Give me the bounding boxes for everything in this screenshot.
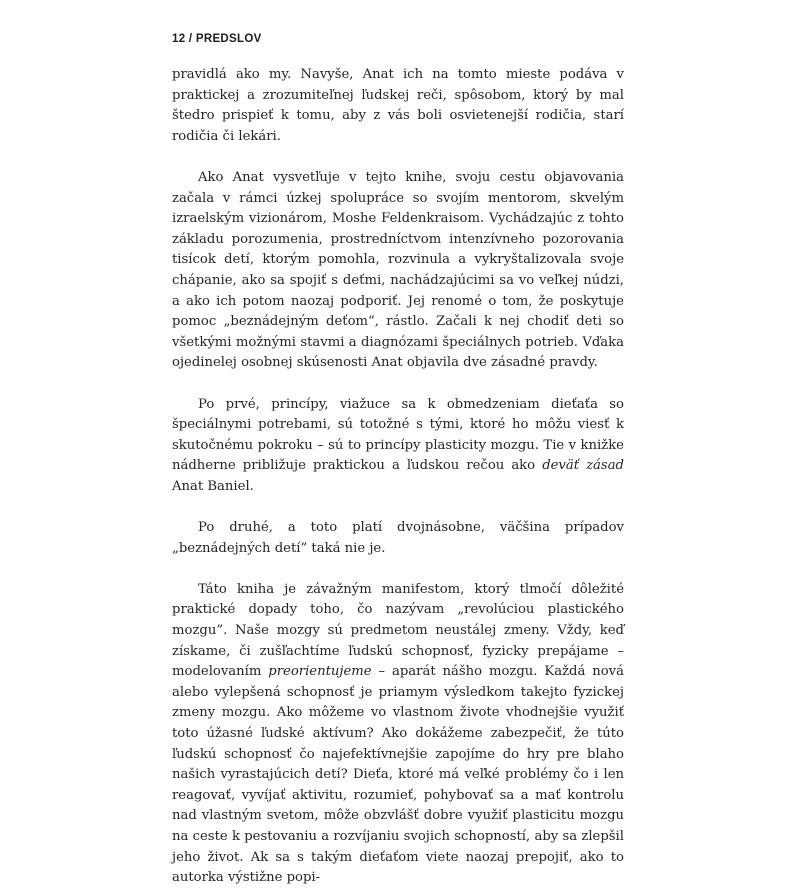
paragraph-text: – aparát nášho mozgu. Každá nová alebo vylepšená schopnosť je priamym výsledkom takejto fyzickej zmeny mozgu. Ako môžeme vo vlastnom živote vhodnejšie využiť toto úžasné ľudské aktívum? Ako dokážeme zabezpečiť, že túto ľudskú schopnosť čo najefektívnejšie zapojíme do hry pre blaho našich vyrastajúcich detí? Dieťa, ktoré má veľké problémy čo i len reagovať, vyvíjať aktivitu, rozumieť, pohybovať sa a mať kontrolu nad vlastným svetom, môže obzvlášť dobre využiť plasticitu mozgu na ceste k pestovaniu a rozvíjaniu svojich schopností, aby sa zlepšil jeho život. Ak sa s takým dieťaťom viete naozaj prepojiť, ako to autorka výstižne popi- [172,664,624,886]
body-text [172,65,624,889]
emphasized-text: deväť zásad [542,458,624,474]
paragraph-text: Anat Baniel. [172,478,254,494]
paragraph-text: pravidlá ako my. Navyše, Anat ich na tomto mieste podáva v praktickej a zrozumiteľnej ľudskej reči, spôsobom, ktorý by mal štedro prispieť k tomu, aby z vás boli osvietenejší rodičia, starí rodičia či lekári. [172,67,624,144]
paragraph [172,168,624,374]
emphasized-text: preorientujeme [268,664,372,680]
paragraph-text: Ako Anat vysvetľuje v tejto knihe, svoju cestu objavovania začala v rámci úzkej spolupráce so svojím mentorom, skvelým izraelským vizionárom, Moshe Feldenkraisom. Vychádzajúc z tohto základu porozumenia, prostredníctvom intenzívneho pozorovania tisícok detí, ktorým pomohla, rozvinula a vykryštalizovala svoje chápanie, ako sa spojiť s deťmi, nachádzajúcimi sa vo veľkej núdzi, a ako ich potom naozaj podporiť. Jej renomé o tom, že poskytuje pomoc „beznádejným deťom“, rástlo. Začali k nej chodiť deti so všetkými možnými stavmi a diagnózami špeciálnych potrieb. Vďaka ojedinelej osobnej skúsenosti Anat objavila dve zásadné pravdy. [172,169,624,371]
paragraph-text: Po druhé, a toto platí dvojnásobne, väčšina prípadov „beznádejných detí” taká nie je. [172,520,624,556]
paragraph [172,65,624,147]
paragraph-text: Táto kniha je závažným manifestom, ktorý tlmočí dôležité praktické dopady toho, čo nazývam „revolúciou plastického mozgu”. Naše mozgy sú predmetom neustálej zmeny. Vždy, keď získame, či zušľachtíme ľudskú schopnosť, fyzicky prepájame – modelovaním [172,581,624,680]
paragraph [172,518,624,559]
paragraph [172,580,624,889]
paragraph-text: Po prvé, princípy, viažuce sa k obmedzeniam dieťaťa so špeciálnymi potrebami, sú totožné s tými, ktoré ho môžu viesť k skutočnému pokroku – sú to princípy plasticity mozgu. Tie v knižke nádherne približuje praktickou a ľudskou rečou ako [172,396,624,474]
running-header: 12 / PREDSLOV [172,33,262,45]
paragraph [172,395,624,498]
